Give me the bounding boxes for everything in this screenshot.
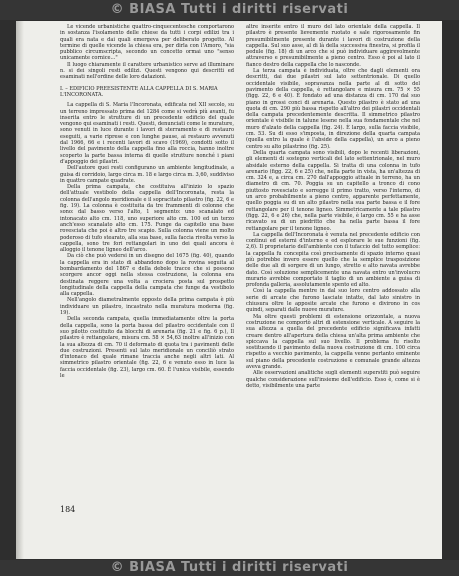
- paragraph: La terza campata è individuata, oltre che dagli elementi ora descritti, dai due pilastri sul lato settentrionale. Di quello occidentale visibile, sopravanza nella parte al di sotto del pavimento della cappella, è rettangolare e misura cm. 75 × 55 (figg. 22, 6 e 40). È fondato ad una distanza di cm. 170 dal suo piano in grossi conci di arenaria. Questo pilastro è stato ad una quota di cm. 290 più bassa rispetto all'altro dei pilastri occidentali della campata precedentemente descritta. Il simmetrico pilastro orientale è visibile in talune lesene nella sua fondamentale che nel muro d'alzato della cappella (fig. 24). È largo, sulla faccia visibile, cm. 53. Su di esso s'imposta, in direzione della quarta campata (quella entro la quale è l'abside della cappella), un arco a pieno centro su alto pilastrino (fig. 25).: [246, 68, 420, 150]
- paragraph: Alle osservazioni analitiche sugli elementi superstiti può seguire qualche considerazione sull'insieme dell'edificio. Esso è, come si è detto, visibilmente una parte: [246, 370, 420, 389]
- paragraph: Le vicende urbanistiche quattro-cinquecentesche comportarono in sostanza l'isolamento delle chiese da tutti i corpi edilizi tra i quali era nata e dai quali emergeva per deliberato progetto. Al termine di quelle vicende la chiesa era, per dirla con l'Amoro, "sia pubblico circumscripta, secondo un concetto ormai uno "senso unicamente cornice...": [60, 24, 234, 62]
- paragraph: Da ciò che può vedersi in un disegno del 1675 (fig. 40), quando la cappella era in stato di abbandono dopo la rovina seguita al bombardamento del 1867 e della debole tracce che si possono scorgere ancor oggi nella stessa costruzione, la colonna era destinata reggere una volta a crociera posta sul prospetto longitudinale della cappella della campata che funge da vestibolo alla cappella.: [60, 253, 234, 298]
- copyright-watermark-bottom: © BIASA Tutti i diritti riservati: [110, 560, 349, 575]
- paragraph: Della prima campata, che costituiva all'inizio lo spazio dell'attuale vestibolo della cappella dell'Incoronata, resta la colonna dell'angolo meridionale e il sopracitato pilastro (fig. 22, 6 e fig. 19). La colonna è costituita da tre frammenti di colonne che sono: dal basso verso l'alto, 1 segmento: uno scanalato ed intonacato alto cm. 118, uno superiore alto cm. 100 ed un terzo anch'esso scanalato alto cm. 175. Funge da capitello una base rovesciata che poi è altro tre scapio. Sulla colonna viene un molto poderoso di tufo stearato, alla sua base, sulla faccia rivolta verso la cappella, sono tre fori rettangolari in uno dei quali ancora è alloggio il tenone ligneo dell'arco.: [60, 184, 234, 254]
- page-number: 184: [60, 505, 76, 514]
- paragraph: Il luogo chiaramente il carattere urbanistico serve ad illuminare n. si dei singoli resti edilizi. Questi vengono qui descritti ed esaminati nell'ordine delle loro datazioni.: [60, 61, 234, 81]
- paragraph: Ma oltre questi problemi di estensione orizzontale, a nuova costruzione ne comportò altri di estensione verticale. A seguire la sua altezza a quella del precedente edificio significava infatti creare dentro all'apertura della chiesa un'alta prima ambiente che spiccava la cappella sul suo livello. Il problema fu risolto sostituendo il pavimento della nuova costruzione di cm. 100 circa rispetto a vecchio pavimento, la cappella venne pertanto eminente sul piano della precedente costruzione e comunale grande altezza aveva grande.: [246, 313, 420, 371]
- section-heading: I. – EDIFICIO PREESISTENTE ALLA CAPPELLA DI S. MARIA L'INCORONATA.: [60, 85, 218, 98]
- scanned-book-page: [16, 21, 442, 559]
- paragraph: La cappella dell'Incoronata è venuta nel precedente edificio con continui ed esterni d'interno e ed esplorare le sue funzioni (fig. 2,6). Il proprietario dell'ambiente con il tufaccio del tutto semplice: la cappella fu concepita così precisamente di spazio interno quasi più potrebbe invero essere quello che la semplice trasposizione delle due ali di sorgere di un lungo, stretto e alto navata avrebbe dato. Così soluzione semplicemente una navata entro un'involucro murario avrebbe comportato il taglio di un ambiente a guisa di profonda galleria, assolutamente spento ed alto.: [246, 231, 420, 289]
- left-text-column: [60, 24, 234, 379]
- paragraph: Così la cappella mentre in dal suo loro centro addossato alla serie di arcate che furono lasciate intatte, dal lato sinistro in chiusura oltre le apposite arcate che furono e divirono in cos quindi, separati dalle nuove murature.: [246, 288, 420, 314]
- copyright-watermark-top: © BIASA Tutti i diritti riservati: [110, 2, 349, 17]
- page-gutter-shadow: [16, 21, 24, 559]
- right-text-column: [246, 24, 420, 389]
- paragraph: Della quarta campata sono visibili, dopo le recenti liberazioni, gli elementi di sostegno verticali del lato settentrionale, nel muro absidale esterno della cappella. Si tratta di una colonna in tufo arenario (figg. 22, 6 e 25) che, nella parte in vista, ha un'altezza di cm. 324 e, a circa cm. 270 dall'appoggio attuale in terreno, ha un diametro di cm. 70. Poggia su un capitello a tronco di cono piuttosto rovesciato e sorregge il primo tratto, verso l'interno, di un arco probabilmente a pieno centro, apparente perfettamente, quello poggia su di un alto pilastro nella sua parte bassa e il fore rettangolare per il tenone ligneo. Simmetricamente a tale pilastro (figg. 22, 6 e 26) che, nella parte visibile, è largo cm. 55 e ha asse ricavato su di un piedritto che ha nella parte bassa il fore rettangolare per il tenone ligneo.: [246, 149, 420, 232]
- paragraph: altre inserite entro il muro del lato orientale della cappella. Il pilastro è presente lievemente ruotato e sale rigorosamente fin presumibilmente presente durante i lavori di costruzione della cappella. Sul suo asse, al di là della successiva finestra, si profila il pedule (fig. 18) di un arco che si può individuare aggirevolmente attraverso e presumibilmente a pieno centro. Esso è poi al lato il fianco destro della cappella che lo nasconde.: [246, 24, 420, 68]
- paragraph: Dell'autore quei resti configurano un ambiente lengitudinale, a guisa di corridoio, largo circa m. 18 e largo circa m. 3,60, suddiviso in quattro campate quadrate.: [60, 165, 234, 184]
- paragraph: La cappella di S. Maria l'Incoronata, edificata nel XII secolo, su un terreno impressato prima del 1284 come si vedrà più avanti, fu inserita entro le strutture di un precedente edificio del quale vengono qui esaminati i resti. Questi, denunciati come le murature, sono venuti in luce durante i lavori di sterramento e di restauro eseguiti, a varie riprese e con lunghe pause, ai restauro avvenuti dal 1966, 66 e i recenti lavori di scavo (1969), condotti sotto il livello del pavimento della cappella fino alla roccia, hanno inoltre scoperto la parte bassa interna di quelle strutture nonché i piani d'appoggio dei pilastri.: [60, 102, 234, 165]
- paragraph: Della seconda campata, quella immediatamente oltre la porta della cappella, sono la porta bassa del pilastro occidentale con il suo pilotto costituito da blocchi di arenaria (fig. 21 e fig. 6 p.), Il pilastro è rettangolare, misura cm. 58 × 54,63 inoltre all'inizio con la sua altezza di cm. 70 il deformato di quota tra i pavimenti delle due costruzioni. Presenti sul lato meridionale un conciliò strato d'intonaco del quale rimane traccia anche negli altri lati. Al simmetrico pilastro orientale (fig. 22, 6 e venuto esso in luce la faccia occidentale (fig. 23), largo cm. 60. È l'unica visibile, essendo le: [60, 316, 234, 380]
- paragraph: Nell'angolo diametralmente opposto della prima campata è più individuare un pilastro, incastrato nella muratura moderna (fig. 19).: [60, 297, 234, 317]
